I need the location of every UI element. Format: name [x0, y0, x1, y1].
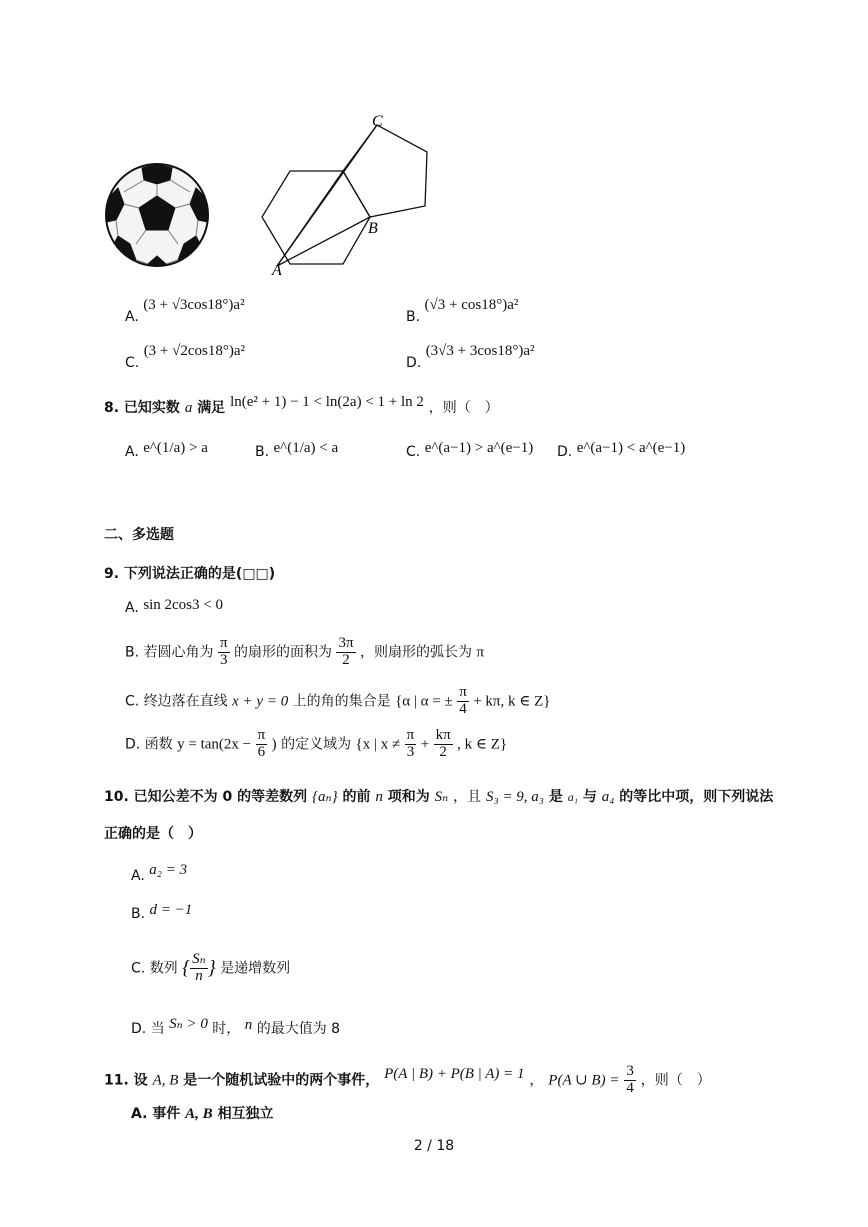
option-text: 的定义域为 [281, 736, 352, 753]
option-text: ，则扇形的弧长为 [359, 644, 472, 661]
fraction-numerator: π [257, 727, 266, 743]
fraction-pi-over-3 [218, 636, 230, 669]
option-label: D. [131, 1021, 147, 1037]
fraction-kpi-over-2 [434, 728, 453, 761]
option-expression: e^(a−1) < a^(e−1) [576, 440, 686, 456]
soccer-ball-image [100, 160, 214, 270]
option-label: B. [125, 644, 140, 661]
option-text: 若圆心角为 [143, 644, 214, 661]
option-label: D. [125, 736, 141, 753]
option-label: A. [125, 309, 139, 325]
option-expression: e^(a−1) > a^(e−1) [424, 440, 534, 456]
option-label: A. [131, 868, 145, 884]
stem-text: ，且 [453, 789, 482, 805]
q7-option-a[interactable] [125, 297, 245, 326]
q10-option-b[interactable] [131, 902, 193, 923]
stem-text: 的前 [342, 789, 371, 805]
stem-text: ，则（ ） [640, 1072, 711, 1089]
stem-text: 满足 [197, 400, 226, 416]
fraction-denominator: 6 [257, 743, 266, 760]
option-label: B. [255, 444, 270, 460]
option-label: C. [131, 960, 146, 977]
q7-option-d[interactable] [406, 343, 535, 372]
fraction-denominator: 4 [626, 1079, 634, 1096]
option-expression: (3 + √3cos18°)a² [143, 297, 245, 313]
fraction-pi-over-4 [457, 685, 469, 718]
q8-option-a[interactable] [125, 440, 208, 461]
q11-option-a[interactable] [131, 1103, 274, 1123]
option-text: 函数 [144, 736, 173, 753]
option-label: D. [406, 355, 422, 371]
option-expression: (3√3 + 3cos18°)a² [425, 343, 535, 359]
fraction-numerator: kπ [435, 727, 451, 743]
stem-text: ， [529, 1072, 544, 1089]
option-text: 的最大值为 8 [256, 1021, 341, 1037]
section-title: 二、多选题 [104, 527, 174, 543]
n-symbol: n [375, 789, 383, 805]
q8-option-b[interactable] [255, 440, 339, 461]
fraction-numerator: 3 [626, 1063, 634, 1079]
option-label: D. [557, 444, 573, 460]
q10-stem-line2: 正确的是（ ） [104, 826, 202, 842]
union-probability: P(A ∪ B) = [548, 1072, 620, 1089]
q9-stem: 9. 下列说法正确的是(□□) [104, 566, 276, 582]
option-expression: sin 2cos3 < 0 [143, 597, 223, 613]
geometry-figure [250, 108, 450, 283]
q8-option-c[interactable] [406, 440, 534, 461]
fraction-denominator: 2 [342, 651, 350, 668]
option-text: 事件 [152, 1106, 181, 1122]
a1-symbol: a₁ [567, 790, 578, 804]
fraction-pi-over-3 [405, 728, 417, 761]
option-label: A. [125, 444, 139, 460]
domain-set-suffix: , k ∈ Z} [457, 736, 508, 753]
condition-expression: Sₙ > 0 [169, 1016, 208, 1032]
stem-inequality: ln(e² + 1) − 1 < ln(2a) < 1 + ln 2 [230, 394, 424, 410]
q7-option-b[interactable] [406, 297, 519, 326]
option-label: C. [406, 444, 421, 460]
option-text: 终边落在直线 [143, 693, 228, 710]
option-text: 时， [212, 1021, 241, 1037]
stem-text: 10. 已知公差不为 0 的等差数列 [104, 789, 308, 805]
option-expression: e^(1/a) < a [273, 440, 339, 456]
probability-expression: P(A | B) + P(B | A) = 1 [384, 1066, 525, 1083]
events-symbol: A, B [185, 1106, 213, 1122]
stem-text: 的等比中项，则下列说法 [619, 789, 774, 805]
option-label: B. [131, 906, 146, 922]
pi-symbol: π [476, 644, 485, 661]
vertex-label-c: C [372, 113, 383, 130]
option-expression: d = −1 [149, 902, 193, 918]
sn-symbol: Sₙ [434, 789, 449, 805]
fraction-denominator: 3 [220, 651, 228, 668]
q7-option-c[interactable] [125, 343, 246, 372]
stem-text: 与 [582, 789, 597, 805]
domain-set-prefix: {x | x ≠ [355, 736, 401, 753]
q10-option-d[interactable] [131, 1018, 340, 1038]
q9-option-c[interactable] [125, 685, 550, 718]
option-text: 是递增数列 [220, 960, 291, 977]
q8-option-d[interactable] [557, 440, 686, 461]
option-expression: (√3 + cos18°)a² [424, 297, 519, 313]
function-prefix: y = tan(2x − [177, 736, 252, 753]
stem-variable: a [184, 400, 193, 416]
option-expression: a₂ = 3 [149, 862, 188, 878]
option-text: 上的角的集合是 [292, 693, 391, 710]
option-label: C. [125, 355, 140, 371]
fraction-numerator: 3π [338, 635, 354, 651]
option-text: 数列 [149, 960, 178, 977]
fraction-denominator: 3 [406, 743, 415, 760]
fraction-pi-over-6 [256, 728, 268, 761]
events-symbol: A, B [152, 1072, 179, 1089]
option-text: 的扇形的面积为 [234, 644, 332, 661]
fraction-3pi-over-2 [336, 636, 355, 669]
vertex-label-a: A [272, 262, 282, 279]
stem-text: 8. 已知实数 [104, 400, 180, 416]
q10-stem-line1 [104, 786, 773, 806]
q9-option-d[interactable] [125, 728, 507, 761]
fraction-numerator: π [459, 684, 467, 700]
q11-stem [104, 1064, 711, 1097]
option-label: B. [406, 309, 421, 325]
fraction-denominator: n [195, 967, 203, 984]
option-expression: e^(1/a) > a [143, 440, 208, 456]
stem-text: 是一个随机试验中的两个事件， [183, 1072, 380, 1089]
fraction-denominator: 2 [439, 743, 447, 760]
q10-option-c[interactable]: C. 数列 { $\frac{\text{Sₙ}}{n}$ } 是递增数列 [131, 951, 291, 984]
option-label: A. [125, 600, 139, 616]
line-equation: x + y = 0 [232, 693, 289, 710]
n-symbol: n [244, 1017, 253, 1033]
condition-expression: S₃ = 9, a₃ [485, 789, 545, 805]
fraction-numerator: π [406, 727, 415, 743]
q10-option-a[interactable] [131, 862, 188, 885]
angle-set-suffix: + kπ, k ∈ Z} [473, 693, 551, 710]
angle-set-prefix: {α | α = ± [395, 693, 453, 710]
vertex-label-b: B [368, 220, 378, 237]
fraction-denominator: 4 [459, 700, 467, 717]
option-expression: (3 + √2cos18°)a² [143, 343, 246, 359]
a4-symbol: a₄ [601, 789, 615, 805]
plus-sign: + [420, 736, 430, 753]
fraction-sn-over-n [190, 952, 208, 985]
stem-text: 项和为 [387, 789, 430, 805]
function-suffix: ) [271, 736, 277, 753]
option-label: C. [125, 693, 140, 710]
page-number: 2 / 18 [413, 1138, 455, 1154]
q8-stem [104, 394, 499, 417]
stem-text: ，则（ ） [428, 400, 499, 416]
option-label: A. [131, 1106, 148, 1122]
stem-text: 11. 设 [104, 1072, 148, 1089]
stem-text: 是 [548, 789, 563, 805]
option-text: 当 [150, 1021, 165, 1037]
q9-option-a[interactable] [125, 597, 223, 617]
fraction-numerator: Sₙ [192, 951, 206, 967]
fraction-numerator: π [219, 635, 228, 651]
fraction-3-over-4 [624, 1064, 636, 1097]
option-text: 相互独立 [217, 1106, 274, 1122]
q9-option-b[interactable] [125, 636, 484, 669]
sequence-symbol: {aₙ} [312, 789, 338, 805]
